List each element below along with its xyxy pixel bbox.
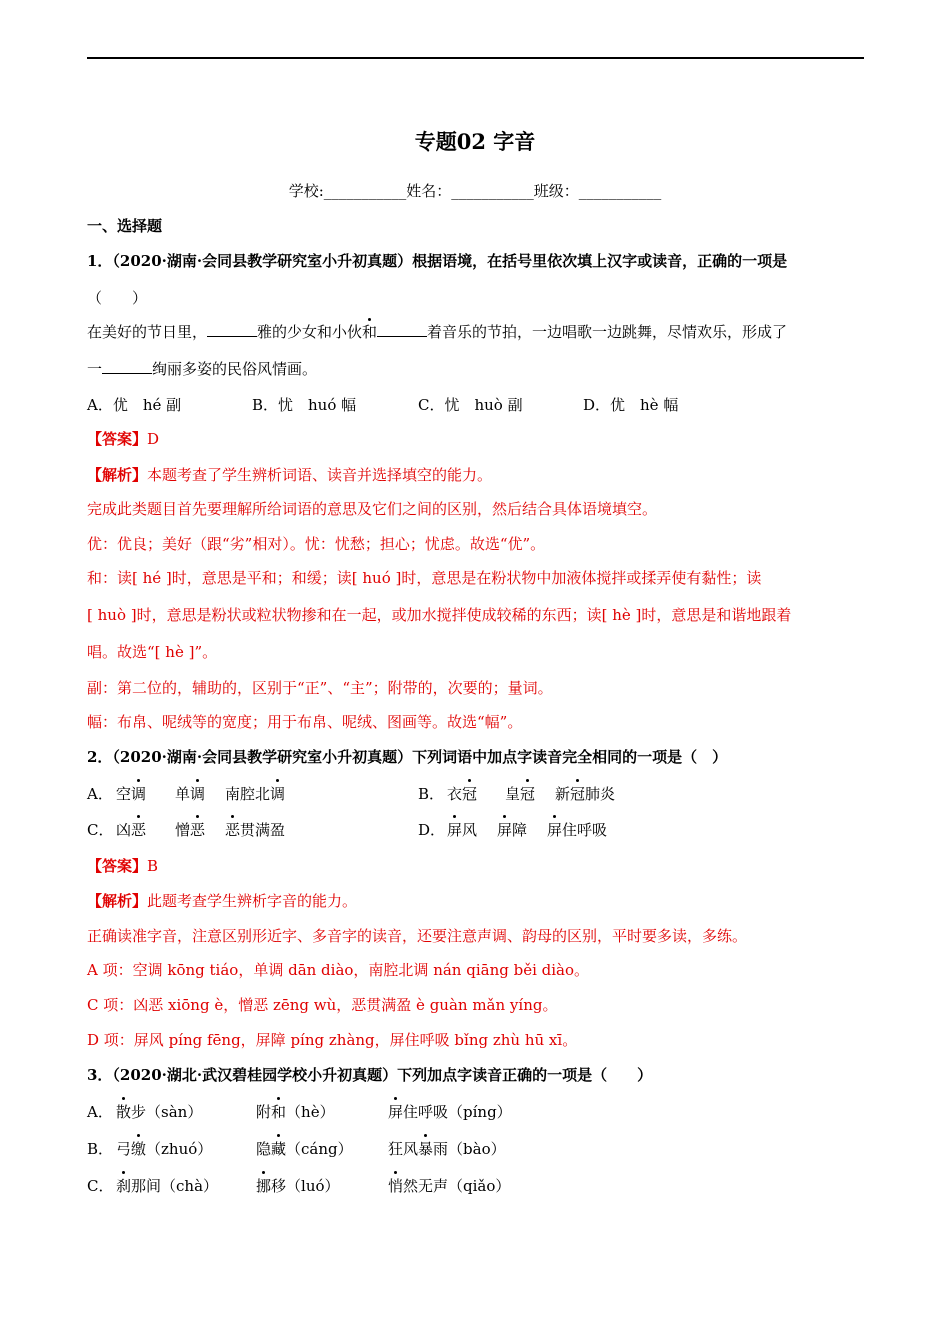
q2-option-d-word2: 屏障 [497, 821, 528, 839]
q1-blank-1 [207, 322, 257, 337]
q3-option-c-item3: 悄然无声（qiǎo） [388, 1177, 511, 1195]
q3-option-a-item2: 附和（hè） [256, 1103, 335, 1121]
q3-option-b-item1: 弓缴（zhuó） [116, 1140, 213, 1158]
q3-option-a-item3: 屏住呼吸（píng） [388, 1103, 512, 1121]
page-title: 专题02 字音 [414, 129, 536, 154]
q1-text-line2: 一 绚丽多姿的民俗风情画。 [87, 360, 318, 378]
q1-analysis-4: 和：读[ hé ]时，意思是平和；和缓；读[ huó ]时，意思是在粉状物中加液体搅拌或揉弄使有黏性；读 [87, 569, 762, 587]
q3-option-a-item1: 散步（sàn） [116, 1103, 203, 1121]
header-rule [87, 57, 864, 59]
q2-option-c-word2: 憎恶 [175, 821, 206, 839]
q1-option-d: D．优 hè 幅 [583, 396, 679, 414]
q3-stem: 3．（2020·湖北·武汉碧桂园学校小升初真题）下列加点字读音正确的一项是（ ） [87, 1066, 653, 1084]
q3-option-c-label: C． [87, 1177, 114, 1195]
q2-stem: 2．（2020·湖南·会同县教学研究室小升初真题）下列词语中加点字读音完全相同的一项是（ ） [87, 748, 728, 766]
q2-option-b-word3: 新冠肺炎 [555, 785, 616, 803]
student-info-line: 学校:___________姓名：___________班级：___________ [288, 182, 662, 200]
q3-option-b-item3: 狂风暴雨（bào） [388, 1140, 506, 1158]
q1-analysis-1: 【解析】本题考查了学生辨析词语、读音并选择填空的能力。 [87, 466, 493, 484]
q3-option-c-item1: 刹那间（chà） [116, 1177, 219, 1195]
q2-analysis-4: C 项：凶恶 xiōng è，憎恶 zēng wù，恶贯满盈 è guàn mǎn yíng。 [87, 996, 558, 1014]
q3-option-b-label: B． [87, 1140, 114, 1158]
q1-option-c: C．忧 huò 副 [418, 396, 523, 414]
q2-option-c-word1: 凶恶 [116, 821, 147, 839]
q1-option-b: B．忧 huó 幅 [252, 396, 357, 414]
q1-analysis-7: 副：第二位的，辅助的，区别于“正”、“主”；附带的，次要的；量词。 [87, 679, 553, 697]
q3-option-b-item2: 隐藏（cáng） [256, 1140, 353, 1158]
q3-option-a-label: A． [87, 1103, 113, 1121]
q2-option-a-label: A． [87, 785, 113, 803]
q1-option-a: A．优 hé 副 [87, 396, 182, 414]
q1-analysis-5: [ huò ]时，意思是粉状或粒状物掺和在一起，或加水搅拌使成较稀的东西；读[ hè ]时，意思是和谐地跟着 [87, 606, 792, 624]
q1-dotted-char: 和 [362, 323, 378, 341]
q1-blank-3 [102, 359, 152, 374]
q1-blank-2 [377, 322, 427, 337]
section-heading: 一、选择题 [87, 217, 163, 235]
q2-answer: 【答案】B [87, 857, 159, 875]
q2-option-c-label: C． [87, 821, 114, 839]
q2-analysis-3: A 项：空调 kōng tiáo，单调 dān diào，南腔北调 nán qiāng běi diào。 [87, 961, 590, 979]
q2-option-d-word3: 屏住呼吸 [547, 821, 608, 839]
q2-option-a-word3: 南腔北调 [225, 785, 286, 803]
q1-text-line1: 在美好的节日里， 雅的少女和小伙和 着音乐的节拍，一边唱歌一边跳舞，尽情欢乐，形成了 [87, 323, 788, 341]
q2-option-b-word2: 皇冠 [505, 785, 536, 803]
q3-option-c-item2: 挪移（luó） [256, 1177, 340, 1195]
q1-paren: （ ） [87, 289, 148, 307]
q1-analysis-8: 幅：布帛、呢绒等的宽度；用于布帛、呢绒、图画等。故选“幅”。 [87, 713, 523, 731]
q2-option-b-label: B． [418, 785, 445, 803]
q1-analysis-2: 完成此类题目首先要理解所给词语的意思及它们之间的区别，然后结合具体语境填空。 [87, 500, 658, 518]
q2-option-a-word1: 空调 [116, 785, 147, 803]
q1-stem: 1．（2020·湖南·会同县教学研究室小升初真题）根据语境，在括号里依次填上汉字或读音，正确的一项是 [87, 252, 788, 270]
q2-option-c-word3: 恶贯满盈 [225, 821, 286, 839]
q2-analysis-2: 正确读准字音，注意区别形近字、多音字的读音，还要注意声调、韵母的区别，平时要多读，多练。 [87, 927, 748, 945]
q2-analysis-5: D 项：屏风 píng fēng，屏障 píng zhàng，屏住呼吸 bǐng zhù hū xī。 [87, 1031, 578, 1049]
q2-option-d-label: D． [418, 821, 446, 839]
q2-option-b-word1: 衣冠 [447, 785, 478, 803]
q1-analysis-3: 优：优良；美好（跟“劣”相对）。忧：忧愁；担心；忧虑。故选“优”。 [87, 535, 546, 553]
q2-option-d-word1: 屏风 [447, 821, 478, 839]
q2-analysis-1: 【解析】此题考查学生辨析字音的能力。 [87, 892, 358, 910]
q2-option-a-word2: 单调 [175, 785, 206, 803]
q1-answer: 【答案】D [87, 430, 160, 448]
q1-analysis-6: 唱。故选“[ hè ]”。 [87, 643, 218, 661]
